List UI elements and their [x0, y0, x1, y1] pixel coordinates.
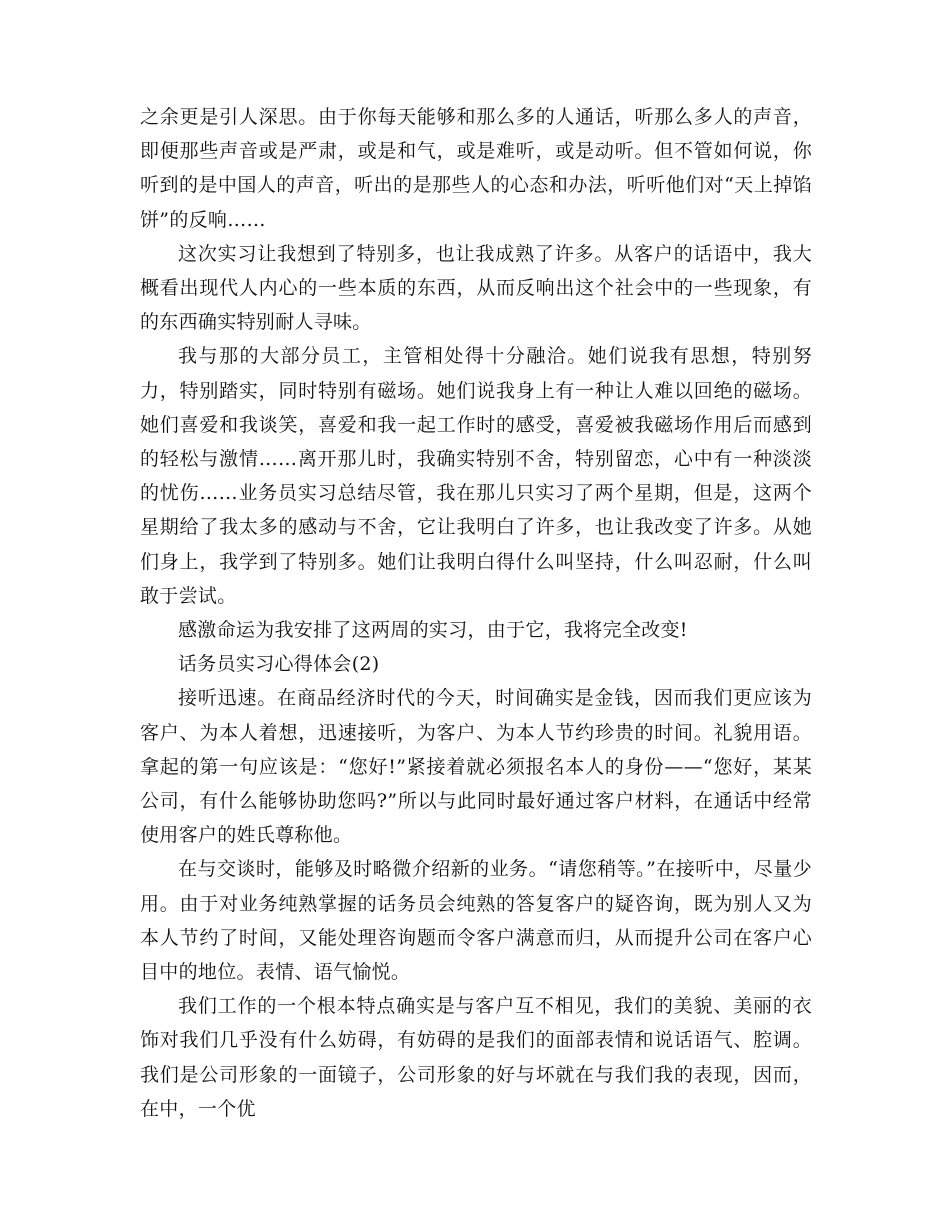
- paragraph-gratitude: 感激命运为我安排了这两周的实习，由于它，我将完全改变!: [178, 619, 688, 642]
- paragraph-introduce-business: 在与交谈时，能够及时略微介绍新的业务。“请您稍等。”在接听中，尽量少用。由于对业务纯熟掌握的话务员会纯熟的答复客户的疑咨询，既为别人又为本人节约了时间，又能处理咨询题而令客户满意而归，从而提升公司在客户心目中的地位。表情、语气愉悦。: [140, 858, 812, 984]
- paragraph-colleagues: 我与那的大部分员工，主管相处得十分融洽。她们说我有思想，特别努力，特别踏实，同时特别有磁场。她们说我身上有一种让人难以回绝的磁场。她们喜爱和我谈笑，喜爱和我一起工作时的感受，喜爱被我磁场作用后而感到的轻松与激情……离开那儿时，我确实特别不舍，特别留恋，心中有一种淡淡的忧伤……业务员实习总结尽管，我在那儿只实习了两个星期，但是，这两个星期给了我太多的感动与不舍，它让我明白了许多，也让我改变了许多。从她们身上，我学到了特别多。她们让我明白得什么叫坚持，什么叫忍耐，什么叫敢于尝试。: [140, 345, 812, 607]
- document-page: [140, 100, 812, 1126]
- paragraph-internship-reflection: 这次实习让我想到了特别多，也让我成熟了许多。从客户的话语中，我大概看出现代人内心的一些本质的东西，从而反响出这个社会中的一些现象，有的东西确实特别耐人寻味。: [140, 242, 812, 334]
- paragraph-work-characteristics: 我们工作的一个根本特点确实是与客户互不相见，我们的美貌、美丽的衣饰对我们几乎没有什么妨碍，有妨碍的是我们的面部表情和说话语气、腔调。我们是公司形象的一面镜子，公司形象的好与坏就在与我们我的表现，因而，在中，一个优: [140, 995, 812, 1120]
- paragraph-answer-quickly: 接听迅速。在商品经济时代的今天，时间确实是金钱，因而我们更应该为客户、为本人着想，迅速接听，为客户、为本人节约珍贵的时间。礼貌用语。拿起的第一句应该是：“您好!”紧接着就必须报名本人的身份——“您好，某某公司，有什么能够协助您吗?”所以与此同时最好通过客户材料，在通话中经常使用客户的姓氏尊称他。: [140, 687, 812, 847]
- section-heading: 话务员实习心得体会(2): [178, 653, 380, 676]
- paragraph-continuation: 之余更是引人深思。由于你每天能够和那么多的人通话，听那么多人的声音，即便那些声音或是严肃，或是和气，或是难听，或是动听。但不管如何说，你听到的是中国人的声音，听出的是那些人的心态和办法，听听他们对“天上掉馅饼”的反响……: [140, 106, 812, 231]
